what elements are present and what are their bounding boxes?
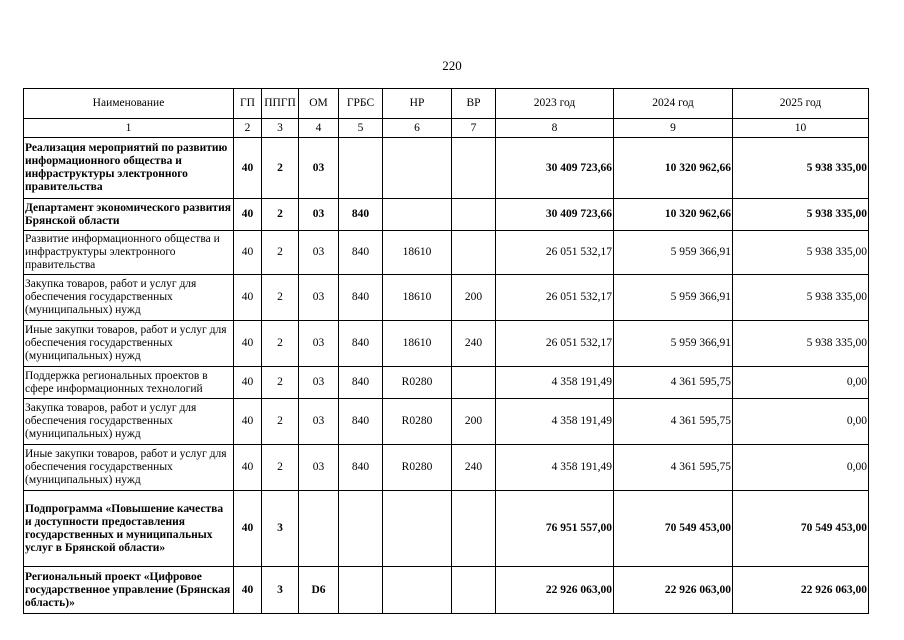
header-2023: 2023 год bbox=[496, 89, 614, 119]
cell-name: Реализация мероприятий по развитию информационного общества и инфраструктуры электронного правительства bbox=[24, 138, 234, 199]
cell-name: Иные закупки товаров, работ и услуг для обеспечения государственных (муниципальных) нужд bbox=[24, 445, 234, 491]
cell-grbs: 840 bbox=[339, 445, 383, 491]
cell-ppgp: 2 bbox=[262, 199, 299, 231]
cell-om: 03 bbox=[299, 445, 339, 491]
cell-om bbox=[299, 491, 339, 567]
cell-amount-2024: 4 361 595,75 bbox=[614, 399, 733, 445]
cell-gp: 40 bbox=[234, 199, 262, 231]
cell-name: Подпрограмма «Повышение качества и доступности предоставления государственных и муниципальных услуг в Брянской области» bbox=[24, 491, 234, 567]
header-grbs: ГРБС bbox=[339, 89, 383, 119]
table-row bbox=[24, 275, 869, 321]
table-row bbox=[24, 321, 869, 367]
cell-ppgp: 2 bbox=[262, 231, 299, 275]
cell-amount-2025: 0,00 bbox=[733, 367, 869, 399]
column-number: 5 bbox=[339, 119, 383, 138]
cell-amount-2024: 10 320 962,66 bbox=[614, 138, 733, 199]
column-number-row bbox=[24, 119, 869, 138]
cell-ppgp: 3 bbox=[262, 567, 299, 614]
cell-grbs: 840 bbox=[339, 321, 383, 367]
cell-gp: 40 bbox=[234, 321, 262, 367]
cell-gp: 40 bbox=[234, 275, 262, 321]
cell-nr: R0280 bbox=[383, 399, 452, 445]
cell-om: 03 bbox=[299, 321, 339, 367]
header-2025: 2025 год bbox=[733, 89, 869, 119]
cell-amount-2023: 4 358 191,49 bbox=[496, 445, 614, 491]
cell-amount-2023: 76 951 557,00 bbox=[496, 491, 614, 567]
cell-vr bbox=[452, 367, 496, 399]
cell-grbs: 840 bbox=[339, 199, 383, 231]
column-number: 9 bbox=[614, 119, 733, 138]
cell-amount-2023: 4 358 191,49 bbox=[496, 367, 614, 399]
table-row bbox=[24, 399, 869, 445]
header-nr: НР bbox=[383, 89, 452, 119]
cell-grbs bbox=[339, 567, 383, 614]
cell-amount-2023: 22 926 063,00 bbox=[496, 567, 614, 614]
cell-om: 03 bbox=[299, 367, 339, 399]
header-row bbox=[24, 89, 869, 119]
cell-name: Региональный проект «Цифровое государственное управление (Брянская область)» bbox=[24, 567, 234, 614]
cell-om: 03 bbox=[299, 199, 339, 231]
cell-ppgp: 2 bbox=[262, 275, 299, 321]
cell-amount-2025: 0,00 bbox=[733, 445, 869, 491]
header-2024: 2024 год bbox=[614, 89, 733, 119]
cell-name: Закупка товаров, работ и услуг для обеспечения государственных (муниципальных) нужд bbox=[24, 275, 234, 321]
cell-vr: 200 bbox=[452, 275, 496, 321]
column-number: 10 bbox=[733, 119, 869, 138]
column-number: 7 bbox=[452, 119, 496, 138]
cell-ppgp: 2 bbox=[262, 399, 299, 445]
budget-table bbox=[23, 88, 869, 614]
cell-nr: 18610 bbox=[383, 275, 452, 321]
cell-grbs: 840 bbox=[339, 275, 383, 321]
cell-vr: 200 bbox=[452, 399, 496, 445]
cell-om: 03 bbox=[299, 231, 339, 275]
cell-amount-2024: 10 320 962,66 bbox=[614, 199, 733, 231]
cell-amount-2025: 5 938 335,00 bbox=[733, 231, 869, 275]
cell-vr bbox=[452, 491, 496, 567]
cell-vr bbox=[452, 199, 496, 231]
column-number: 8 bbox=[496, 119, 614, 138]
cell-amount-2025: 5 938 335,00 bbox=[733, 275, 869, 321]
column-number: 4 bbox=[299, 119, 339, 138]
cell-amount-2024: 5 959 366,91 bbox=[614, 321, 733, 367]
cell-name: Развитие информационного общества и инфраструктуры электронного правительства bbox=[24, 231, 234, 275]
cell-nr bbox=[383, 567, 452, 614]
column-number: 6 bbox=[383, 119, 452, 138]
cell-vr bbox=[452, 231, 496, 275]
cell-amount-2025: 0,00 bbox=[733, 399, 869, 445]
cell-amount-2024: 22 926 063,00 bbox=[614, 567, 733, 614]
cell-nr: R0280 bbox=[383, 445, 452, 491]
cell-gp: 40 bbox=[234, 367, 262, 399]
cell-ppgp: 2 bbox=[262, 138, 299, 199]
cell-amount-2024: 70 549 453,00 bbox=[614, 491, 733, 567]
cell-amount-2024: 5 959 366,91 bbox=[614, 275, 733, 321]
cell-grbs bbox=[339, 138, 383, 199]
cell-amount-2023: 26 051 532,17 bbox=[496, 231, 614, 275]
cell-nr bbox=[383, 138, 452, 199]
cell-ppgp: 3 bbox=[262, 491, 299, 567]
cell-vr bbox=[452, 138, 496, 199]
cell-ppgp: 2 bbox=[262, 367, 299, 399]
cell-amount-2025: 22 926 063,00 bbox=[733, 567, 869, 614]
table-row bbox=[24, 138, 869, 199]
cell-nr: 18610 bbox=[383, 231, 452, 275]
cell-gp: 40 bbox=[234, 445, 262, 491]
cell-ppgp: 2 bbox=[262, 321, 299, 367]
cell-nr: 18610 bbox=[383, 321, 452, 367]
cell-om: 03 bbox=[299, 138, 339, 199]
cell-vr bbox=[452, 567, 496, 614]
cell-gp: 40 bbox=[234, 138, 262, 199]
cell-name: Иные закупки товаров, работ и услуг для обеспечения государственных (муниципальных) нужд bbox=[24, 321, 234, 367]
cell-name: Закупка товаров, работ и услуг для обеспечения государственных (муниципальных) нужд bbox=[24, 399, 234, 445]
header-gp: ГП bbox=[234, 89, 262, 119]
table-row bbox=[24, 231, 869, 275]
cell-gp: 40 bbox=[234, 231, 262, 275]
cell-amount-2025: 5 938 335,00 bbox=[733, 321, 869, 367]
cell-amount-2025: 70 549 453,00 bbox=[733, 491, 869, 567]
cell-amount-2025: 5 938 335,00 bbox=[733, 138, 869, 199]
cell-amount-2024: 4 361 595,75 bbox=[614, 445, 733, 491]
cell-om: 03 bbox=[299, 399, 339, 445]
table-body bbox=[24, 138, 869, 614]
cell-amount-2024: 5 959 366,91 bbox=[614, 231, 733, 275]
table-row bbox=[24, 567, 869, 614]
table-row bbox=[24, 445, 869, 491]
cell-grbs: 840 bbox=[339, 399, 383, 445]
cell-nr bbox=[383, 199, 452, 231]
header-om: ОМ bbox=[299, 89, 339, 119]
cell-amount-2023: 26 051 532,17 bbox=[496, 275, 614, 321]
header-name: Наименование bbox=[24, 89, 234, 119]
table-row bbox=[24, 199, 869, 231]
cell-vr: 240 bbox=[452, 445, 496, 491]
cell-amount-2023: 30 409 723,66 bbox=[496, 199, 614, 231]
header-ppgp: ППГП bbox=[262, 89, 299, 119]
header-vr: ВР bbox=[452, 89, 496, 119]
cell-amount-2024: 4 361 595,75 bbox=[614, 367, 733, 399]
cell-name: Поддержка региональных проектов в сфере информационных технологий bbox=[24, 367, 234, 399]
cell-grbs: 840 bbox=[339, 367, 383, 399]
cell-gp: 40 bbox=[234, 567, 262, 614]
column-number: 2 bbox=[234, 119, 262, 138]
table-row bbox=[24, 491, 869, 567]
cell-nr: R0280 bbox=[383, 367, 452, 399]
cell-amount-2023: 4 358 191,49 bbox=[496, 399, 614, 445]
cell-nr bbox=[383, 491, 452, 567]
cell-vr: 240 bbox=[452, 321, 496, 367]
cell-grbs bbox=[339, 491, 383, 567]
column-number: 3 bbox=[262, 119, 299, 138]
cell-amount-2023: 30 409 723,66 bbox=[496, 138, 614, 199]
cell-om: D6 bbox=[299, 567, 339, 614]
table-row bbox=[24, 367, 869, 399]
cell-grbs: 840 bbox=[339, 231, 383, 275]
column-number: 1 bbox=[24, 119, 234, 138]
cell-ppgp: 2 bbox=[262, 445, 299, 491]
page-number: 220 bbox=[442, 58, 462, 73]
cell-gp: 40 bbox=[234, 399, 262, 445]
cell-amount-2025: 5 938 335,00 bbox=[733, 199, 869, 231]
cell-gp: 40 bbox=[234, 491, 262, 567]
cell-om: 03 bbox=[299, 275, 339, 321]
cell-amount-2023: 26 051 532,17 bbox=[496, 321, 614, 367]
cell-name: Департамент экономического развития Брянской области bbox=[24, 199, 234, 231]
